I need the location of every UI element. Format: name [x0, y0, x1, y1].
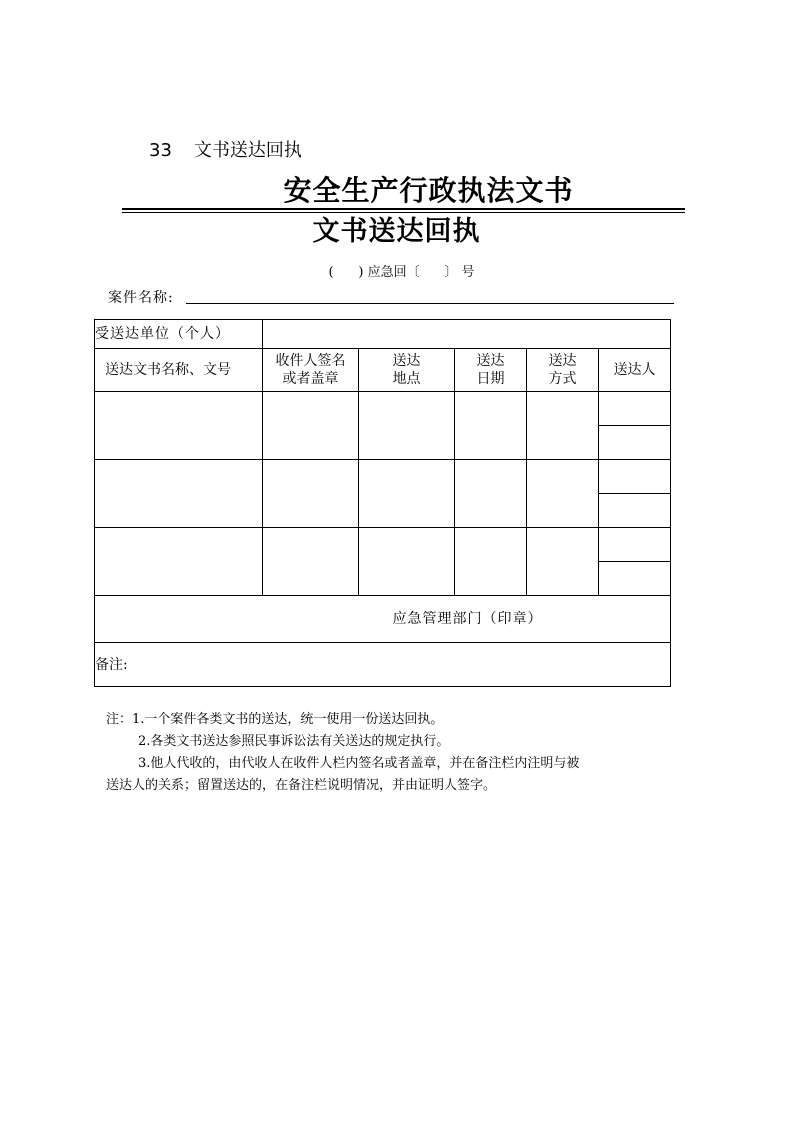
note-3-line1: 3.他人代收的，由代收人在收件人栏内签名或者盖章，并在备注栏内注明与被 [138, 756, 580, 771]
main-title-text: 安全生产行政执法文书 [283, 174, 574, 207]
row2-place[interactable] [359, 460, 455, 528]
row1-receiver[interactable] [263, 392, 359, 460]
table-row [95, 460, 671, 494]
case-name-field[interactable] [186, 303, 674, 304]
col-server [599, 349, 671, 392]
col-place-line1: 送达 [392, 353, 421, 369]
recipient-row [95, 320, 671, 349]
row3-place[interactable] [359, 528, 455, 596]
sub-title-text: 文书送达回执 [312, 216, 481, 247]
row1-doc-name[interactable] [95, 392, 263, 460]
col-doc-name-text: 送达文书名称、文号 [105, 362, 231, 378]
remark-row [95, 643, 671, 687]
col-date-line1: 送达 [476, 353, 505, 369]
col-place [359, 349, 455, 392]
row2-method[interactable] [527, 460, 599, 528]
col-server-text: 送达人 [613, 362, 656, 378]
receipt-table [94, 319, 671, 687]
table-row [95, 528, 671, 562]
row2-receiver[interactable] [263, 460, 359, 528]
col-method-line1: 送达 [548, 353, 577, 369]
row3-doc-name[interactable] [95, 528, 263, 596]
table-row [95, 392, 671, 426]
row2-date[interactable] [455, 460, 527, 528]
remark-cell[interactable] [95, 643, 671, 687]
col-receiver-sign [263, 349, 359, 392]
row1-method[interactable] [527, 392, 599, 460]
footnotes [106, 709, 696, 797]
row2-server-2[interactable] [599, 494, 671, 528]
case-name-label: 案件名称: [108, 290, 174, 306]
main-title [0, 174, 793, 208]
col-receiver-sign-line2: 或者盖章 [282, 371, 339, 387]
col-date-line2: 日期 [476, 371, 505, 387]
col-doc-name [95, 349, 263, 392]
row1-date[interactable] [455, 392, 527, 460]
row3-date[interactable] [455, 528, 527, 596]
row3-method[interactable] [527, 528, 599, 596]
sub-title [0, 215, 793, 249]
row3-server-1[interactable] [599, 528, 671, 562]
row3-server-2[interactable] [599, 562, 671, 596]
title-rule-thin [122, 212, 685, 213]
seal-row [95, 596, 671, 643]
document-code-text[interactable]: ( ) 应急回〔 〕 号 [328, 265, 475, 280]
column-header-row [95, 349, 671, 392]
row1-server-2[interactable] [599, 426, 671, 460]
note-1: 注：1.一个案件各类文书的送达，统一使用一份送达回执。 [106, 712, 444, 727]
seal-cell[interactable] [95, 596, 671, 643]
note-3-line2: 送达人的关系；留置送达的，在备注栏说明情况，并由证明人签字。 [106, 778, 497, 793]
row1-server-1[interactable] [599, 392, 671, 426]
row3-receiver[interactable] [263, 528, 359, 596]
row2-doc-name[interactable] [95, 460, 263, 528]
remark-label: 备注: [95, 656, 128, 673]
document-number-value: 33 [149, 140, 172, 161]
col-receiver-sign-line1: 收件人签名 [275, 353, 346, 369]
recipient-label: 受送达单位（个人） [95, 320, 263, 349]
title-rule-thick [122, 208, 685, 210]
row2-server-1[interactable] [599, 460, 671, 494]
col-method [527, 349, 599, 392]
row1-place[interactable] [359, 392, 455, 460]
document-number-label: 文书送达回执 [193, 140, 302, 161]
document-number [149, 140, 302, 162]
col-place-line2: 地点 [392, 371, 421, 387]
col-date [455, 349, 527, 392]
col-method-line2: 方式 [548, 371, 577, 387]
note-2: 2.各类文书送达参照民事诉讼法有关送达的规定执行。 [138, 734, 450, 749]
seal-label: 应急管理部门（印章） [392, 611, 543, 627]
recipient-field[interactable] [263, 320, 671, 349]
document-code-line [0, 264, 793, 282]
